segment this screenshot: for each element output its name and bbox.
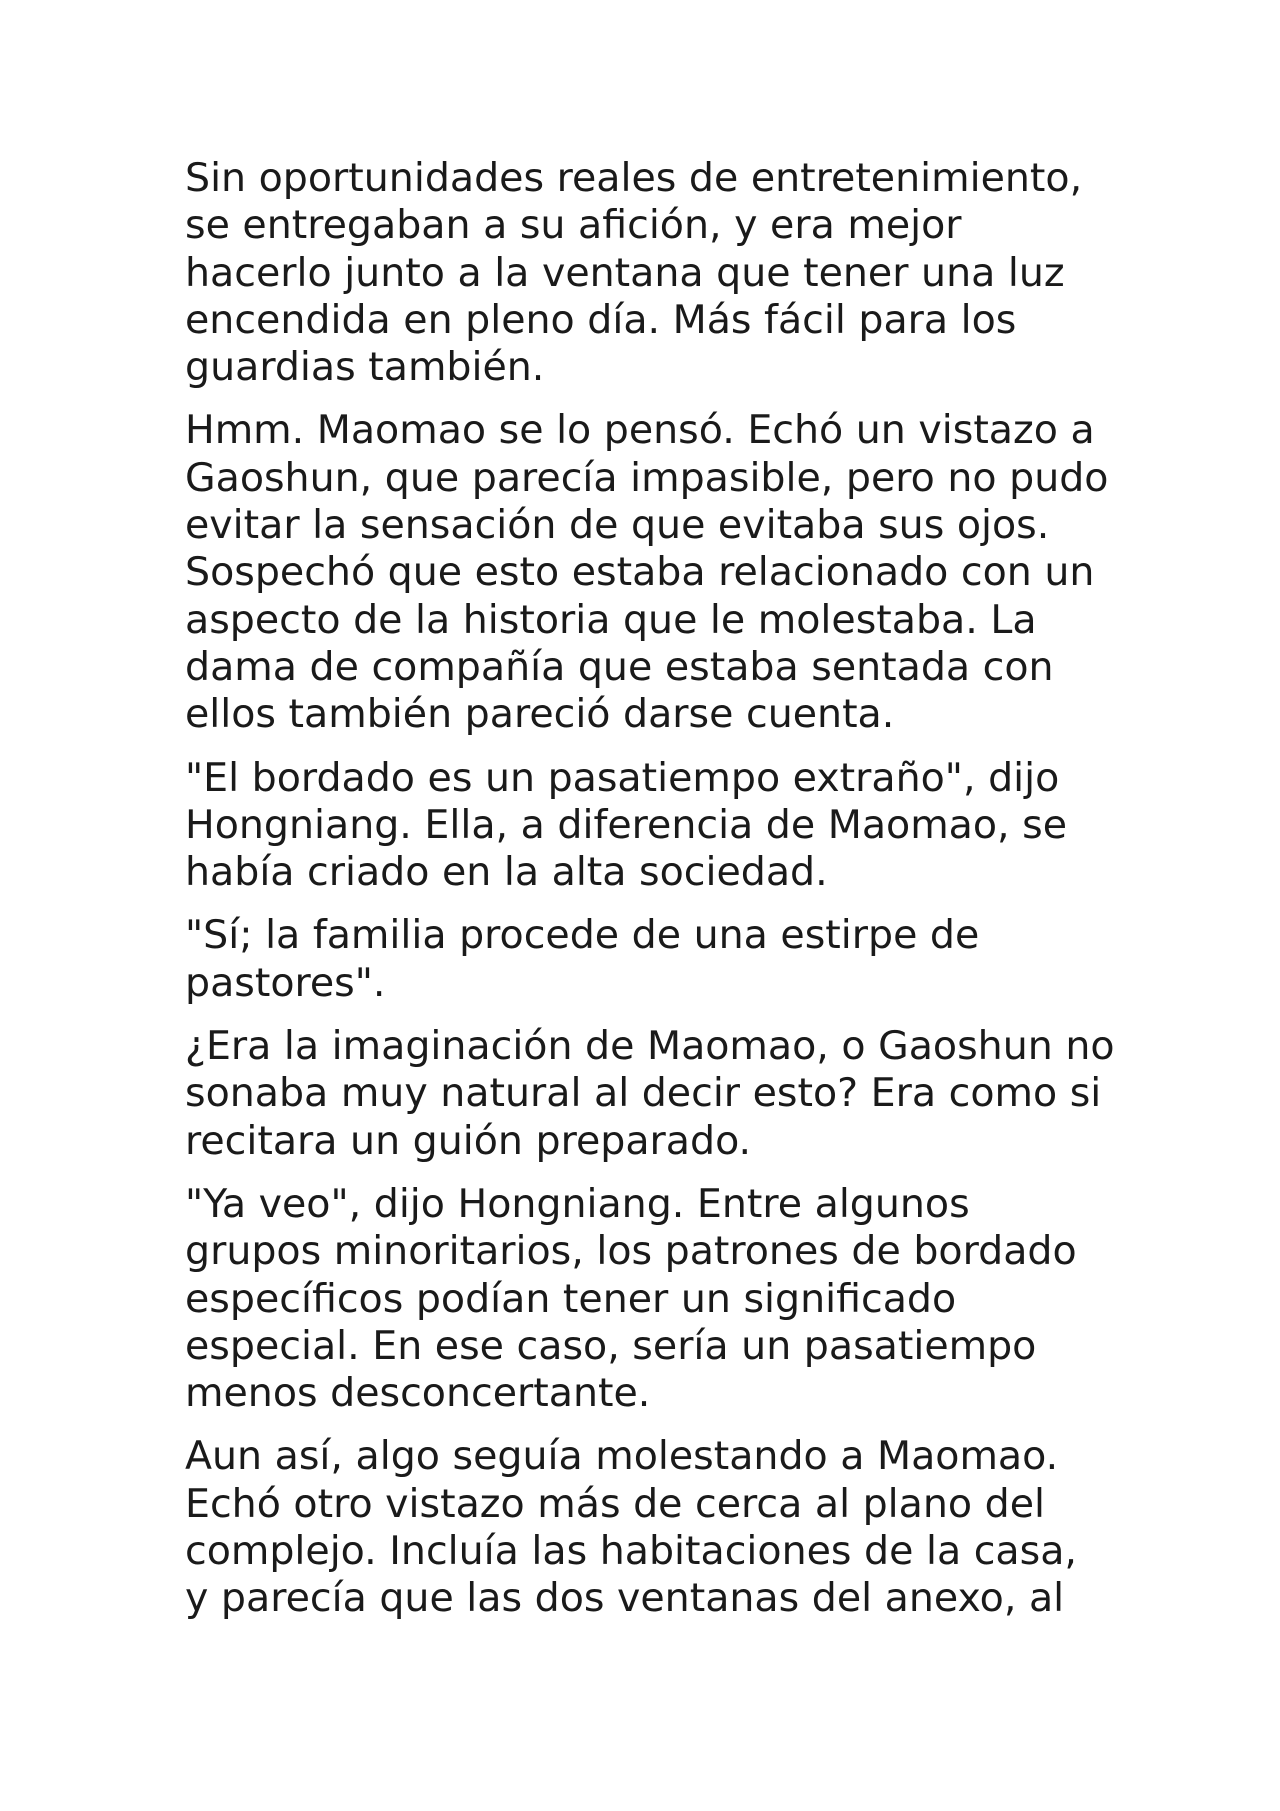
text-line: recitara un guión preparado. [185, 1117, 752, 1164]
text-line: encendida en pleno día. Más fácil para los [185, 296, 1017, 343]
text-line: pastores". [185, 959, 386, 1006]
text-line: se entregaban a su afición, y era mejor [185, 202, 962, 249]
text-line: Aun así, algo seguía molestando a Maomao. [185, 1433, 1059, 1480]
text-line: Sospechó que esto estaba relacionado con un [185, 549, 1095, 596]
text-line: Hmm. Maomao se lo pensó. Echó un vistazo a [185, 407, 1095, 454]
paragraph-6 [185, 1181, 1130, 1417]
text-line: guardias también. [185, 344, 545, 391]
text-line: complejo. Incluía las habitaciones de la casa, [185, 1528, 1077, 1575]
paragraph-1 [185, 155, 1130, 391]
text-line: aspecto de la historia que le molestaba. La [185, 596, 1037, 643]
text-line: especial. En ese caso, sería un pasatiempo [185, 1322, 1037, 1369]
text-line: hacerlo junto a la ventana que tener una luz [185, 249, 1065, 296]
text-line: "Ya veo", dijo Hongniang. Entre algunos [185, 1180, 970, 1227]
paragraph-7 [185, 1433, 1130, 1622]
text-line: "El bordado es un pasatiempo extraño", dijo [185, 754, 1060, 801]
paragraph-3 [185, 755, 1130, 897]
text-line: había criado en la alta sociedad. [185, 849, 828, 896]
text-line: ellos también pareció darse cuenta. [185, 691, 895, 738]
body-text [185, 155, 1130, 1639]
text-line: Hongniang. Ella, a diferencia de Maomao, se [185, 801, 1068, 848]
text-line: sonaba muy natural al decir esto? Era como si [185, 1070, 1102, 1117]
paragraph-5 [185, 1023, 1130, 1165]
text-line: dama de compañía que estaba sentada con [185, 643, 1054, 690]
text-line: Echó otro vistazo más de cerca al plano del [185, 1480, 1045, 1527]
text-line: Gaoshun, que parecía impasible, pero no pudo [185, 454, 1109, 501]
text-line: Sin oportunidades reales de entretenimiento, [185, 155, 1083, 201]
text-line: y parecía que las dos ventanas del anexo, al [185, 1575, 1065, 1622]
paragraph-2 [185, 407, 1130, 738]
paragraph-4 [185, 912, 1130, 1007]
text-line: menos desconcertante. [185, 1370, 651, 1417]
text-line: específicos podían tener un significado [185, 1275, 957, 1322]
text-line: "Sí; la familia procede de una estirpe de [185, 912, 980, 959]
text-line: ¿Era la imaginación de Maomao, o Gaoshun no [185, 1023, 1115, 1070]
text-line: evitar la sensación de que evitaba sus ojos. [185, 502, 1050, 549]
text-line: grupos minoritarios, los patrones de bordado [185, 1228, 1077, 1275]
